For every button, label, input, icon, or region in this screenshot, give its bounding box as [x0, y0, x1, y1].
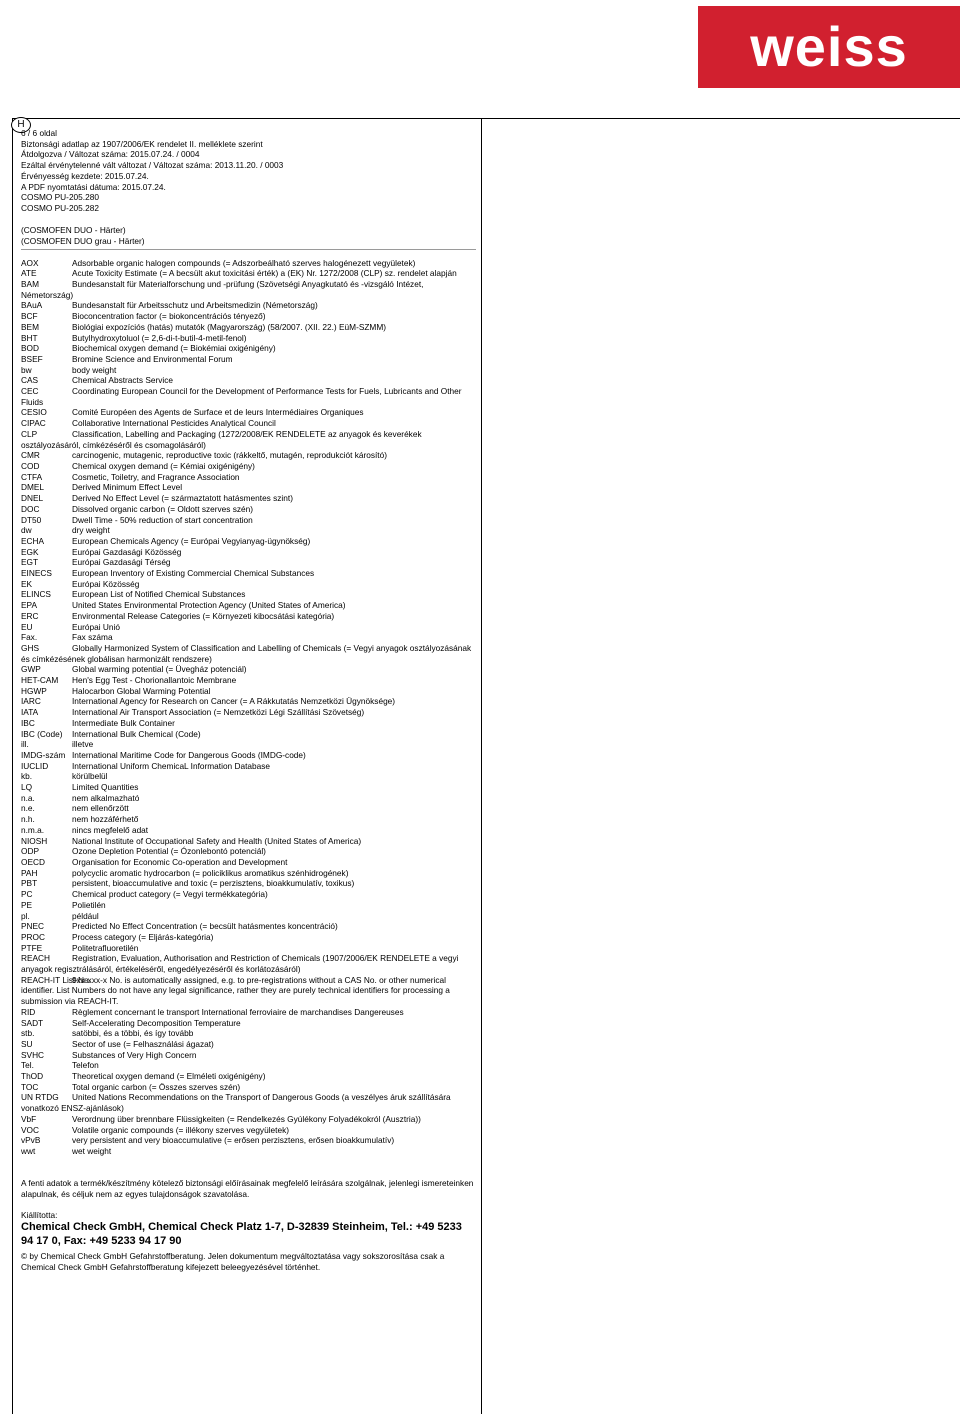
abbreviation-definition: Hen's Egg Test - Chorionallantoic Membrane	[72, 675, 237, 686]
abbreviation-definition: Classification, Labelling and Packaging (1272/2008/EK RENDELETE az anyagok és keverékek osztályozásáról, címkézéséről és csomagolásáról)	[21, 428, 422, 450]
abbreviation-code: REACH-IT List-No.	[21, 974, 91, 985]
abbreviation-definition: Comité Européen des Agents de Surface et de leurs Intermédiaires Organiques	[72, 407, 364, 418]
abbreviation-list	[21, 258, 476, 1157]
regulation-line: Biztonsági adatlap az 1907/2006/EK rendelet II. melléklete szerint	[21, 138, 263, 149]
abbreviation-code: OECD	[21, 857, 45, 867]
abbreviation-entry	[21, 1114, 476, 1125]
abbreviation-code: VOC	[21, 1124, 39, 1135]
abbreviation-code: stb.	[21, 1028, 35, 1039]
abbreviation-entry	[21, 1146, 476, 1157]
abbreviation-entry	[21, 450, 476, 461]
abbreviation-code: n.a.	[21, 792, 35, 803]
abbreviation-entry	[21, 268, 476, 279]
document-content	[21, 128, 476, 1273]
abbreviation-code: IMDG-szám	[21, 749, 66, 760]
abbreviation-entry	[21, 386, 476, 407]
product-divider	[21, 249, 476, 250]
abbreviation-entry	[21, 300, 476, 311]
abbreviation-definition: Európai Gazdasági Térség	[72, 557, 171, 568]
abbreviation-code: IARC	[21, 696, 41, 707]
abbreviation-code: PAH	[21, 867, 38, 878]
abbreviation-code: vPvB	[21, 1135, 41, 1146]
abbreviation-entry	[21, 782, 476, 793]
abbreviation-code: EINECS	[21, 568, 52, 579]
abbreviation-entry	[21, 525, 476, 536]
abbreviation-code: CESIO	[21, 407, 47, 418]
abbreviation-entry	[21, 322, 476, 333]
abbreviation-definition: Adsorbable organic halogen compounds (= Adszorbeálható szerves halogénezett vegyületek)	[72, 257, 416, 268]
abbreviation-code: BCF	[21, 311, 38, 322]
abbreviation-entry	[21, 836, 476, 847]
abbreviation-definition: Total organic carbon (= Összes szerves szén)	[72, 1081, 241, 1092]
abbreviation-definition: nem ellenőrzött	[72, 803, 129, 814]
abbreviation-code: BSEF	[21, 353, 43, 364]
abbreviation-definition: Telefon	[72, 1060, 99, 1071]
abbreviation-definition: Règlement concernant le transport International ferroviaire de marchandises Dangereuses	[72, 1006, 404, 1017]
abbreviation-entry	[21, 878, 476, 889]
abbreviation-entry	[21, 707, 476, 718]
abbreviation-definition: polycyclic aromatic hydrocarbon (= policiklikus aromatikus szénhidrogének)	[72, 867, 349, 878]
abbreviation-definition: például	[72, 910, 99, 921]
abbreviation-definition: körülbelül	[72, 771, 108, 782]
abbreviation-entry	[21, 1092, 476, 1113]
abbreviation-definition: Registration, Evaluation, Authorisation and Restriction of Chemicals (1907/2006/EK RENDELETE a vegyi anyagok regisztrálásáról, értékeléséről, engedélyezéséről és korlátozásáról)	[21, 953, 459, 975]
abbreviation-code: IATA	[21, 707, 39, 718]
product-name-1: (COSMOFEN DUO - Härter)	[21, 224, 126, 235]
abbreviation-code: Fax.	[21, 632, 38, 643]
issuer-contact: Chemical Check GmbH, Chemical Check Platz 1-7, D-32839 Steinheim, Tel.: +49 5233 94 17 0, Fax: +49 5233 94 17 90	[21, 1221, 462, 1248]
logo-text: weiss	[750, 15, 908, 78]
abbreviation-entry	[21, 622, 476, 633]
abbreviation-entry	[21, 911, 476, 922]
abbreviation-definition: dry weight	[72, 525, 110, 536]
abbreviation-definition: nem alkalmazható	[72, 792, 140, 803]
abbreviation-entry	[21, 718, 476, 729]
abbreviation-entry	[21, 258, 476, 269]
abbreviation-entry	[21, 461, 476, 472]
abbreviation-definition: Butylhydroxytoluol (= 2,6-di-t-butil-4-metil-fenol)	[72, 332, 247, 343]
abbreviation-entry	[21, 482, 476, 493]
abbreviation-definition: Dissolved organic carbon (= Oldott szerves szén)	[72, 503, 253, 514]
abbreviation-code: DT50	[21, 514, 42, 525]
abbreviation-code: ThOD	[21, 1071, 44, 1082]
abbreviation-definition: United States Environmental Protection Agency (United States of America)	[72, 600, 346, 611]
abbreviation-definition: Intermediate Bulk Container	[72, 717, 175, 728]
abbreviation-entry	[21, 375, 476, 386]
abbreviation-code: IUCLID	[21, 760, 49, 771]
abbreviation-definition: Biológiai expozíciós (hatás) mutatók (Magyarország) (58/2007. (XII. 22.) EüM-SZMM)	[72, 321, 387, 332]
product-names	[21, 225, 476, 247]
abbreviation-entry	[21, 1135, 476, 1146]
abbreviation-code: NIOSH	[21, 835, 48, 846]
abbreviation-entry	[21, 953, 476, 974]
abbreviation-entry	[21, 1082, 476, 1093]
abbreviation-definition: Acute Toxicity Estimate (= A becsült akut toxicitási érték) a (EK) Nr. 1272/2008 (CLP) sz. rendelet alapján	[72, 268, 457, 279]
abbreviation-entry	[21, 825, 476, 836]
abbreviation-entry	[21, 803, 476, 814]
abbreviation-entry	[21, 557, 476, 568]
abbreviation-code: IBC (Code)	[21, 728, 63, 739]
abbreviation-code: IBC	[21, 717, 35, 728]
abbreviation-entry	[21, 643, 476, 664]
abbreviation-entry	[21, 1018, 476, 1029]
abbreviation-code: kb.	[21, 771, 33, 782]
abbreviation-code: HGWP	[21, 685, 47, 696]
abbreviation-definition: Limited Quantities	[72, 782, 139, 793]
abbreviation-code: CTFA	[21, 471, 43, 482]
abbreviation-definition: nincs megfelelő adat	[72, 824, 149, 835]
abbreviation-definition: Európai Gazdasági Közösség	[72, 546, 182, 557]
abbreviation-code: DOC	[21, 503, 40, 514]
abbreviation-code: SU	[21, 1038, 33, 1049]
abbreviation-entry	[21, 932, 476, 943]
abbreviation-code: PE	[21, 899, 33, 910]
abbreviation-code: HET-CAM	[21, 675, 59, 686]
abbreviation-entry	[21, 857, 476, 868]
abbreviation-code: VbF	[21, 1113, 37, 1124]
abbreviation-entry	[21, 472, 476, 483]
abbreviation-entry	[21, 943, 476, 954]
abbreviation-code: SVHC	[21, 1049, 45, 1060]
abbreviation-definition: Biochemical oxygen demand (= Biokémiai oxigénigény)	[72, 343, 276, 354]
abbreviation-code: PC	[21, 889, 33, 900]
abbreviation-code: GHS	[21, 642, 39, 653]
abbreviation-entry	[21, 846, 476, 857]
abbreviation-entry	[21, 632, 476, 643]
abbreviation-definition: European List of Notified Chemical Substances	[72, 589, 246, 600]
abbreviation-entry	[21, 696, 476, 707]
abbreviation-code: dw	[21, 525, 32, 536]
abbreviation-definition: International Air Transport Association (= Nemzetközi Légi Szállítási Szövetség)	[72, 707, 365, 718]
abbreviation-definition: body weight	[72, 364, 117, 375]
abbreviation-entry	[21, 900, 476, 911]
revision-line: Átdolgozva / Változat száma: 2015.07.24. / 0004	[21, 149, 200, 160]
abbreviation-entry	[21, 579, 476, 590]
abbreviation-definition: International Agency for Research on Cancer (= A Rákkutatás Nemzetközi Ügynöksége)	[72, 696, 396, 707]
abbreviation-entry	[21, 975, 476, 1007]
abbreviation-definition: Process category (= Eljárás-kategória)	[72, 931, 214, 942]
language-badge: H	[11, 117, 31, 133]
abbreviation-entry	[21, 729, 476, 740]
abbreviation-definition: Self-Accelerating Decomposition Temperature	[72, 1017, 241, 1028]
abbreviation-definition: Európai Közösség	[72, 578, 140, 589]
abbreviation-code: n.e.	[21, 803, 35, 814]
abbreviation-definition: Coordinating European Council for the Development of Performance Tests for Fuels, Lubricants and Other Fluids	[21, 386, 462, 407]
abbreviation-definition: satöbbi, és a többi, és így tovább	[72, 1028, 194, 1039]
abbreviation-definition: Fax száma	[72, 632, 113, 643]
abbreviation-code: ELINCS	[21, 589, 51, 600]
abbreviation-definition: Bundesanstalt für Materialforschung und -prüfung (Szövetségi Anyagkutató és -vizsgáló Intézet, Németország)	[21, 279, 424, 300]
abbreviation-entry	[21, 611, 476, 622]
abbreviation-definition: Environmental Release Categories (= Környezeti kibocsátási kategória)	[72, 610, 335, 621]
abbreviation-code: CIPAC	[21, 418, 46, 429]
abbreviation-entry	[21, 429, 476, 450]
abbreviation-code: EPA	[21, 600, 37, 611]
abbreviation-definition: wet weight	[72, 1145, 112, 1156]
abbreviation-code: GWP	[21, 664, 41, 675]
abbreviation-code: ODP	[21, 846, 39, 857]
abbreviation-entry	[21, 868, 476, 879]
abbreviation-entry	[21, 589, 476, 600]
abbreviation-entry	[21, 1060, 476, 1071]
abbreviation-entry	[21, 418, 476, 429]
abbreviation-entry	[21, 407, 476, 418]
abbreviation-definition: Cosmetic, Toiletry, and Fragrance Association	[72, 471, 240, 482]
abbreviation-entry	[21, 515, 476, 526]
abbreviation-definition: Collaborative International Pesticides Analytical Council	[72, 418, 276, 429]
abbreviation-entry	[21, 921, 476, 932]
abbreviation-definition: Politetrafluoretilén	[72, 942, 139, 953]
abbreviation-code: pl.	[21, 910, 30, 921]
abbreviation-definition: carcinogenic, mutagenic, reproductive toxic (rákkeltő, mutagén, reprodukciót károsító)	[72, 450, 387, 461]
page-frame-column-divider	[481, 118, 482, 1414]
abbreviation-definition: Chemical product category (= Vegyi termékkategória)	[72, 889, 268, 900]
abbreviation-definition: very persistent and very bioaccumulative (= erősen perzisztens, erősen bioakkumulatív)	[72, 1135, 395, 1146]
abbreviation-definition: Chemical Abstracts Service	[72, 375, 173, 386]
abbreviation-entry	[21, 889, 476, 900]
abbreviation-entry	[21, 750, 476, 761]
abbreviation-entry	[21, 343, 476, 354]
abbreviation-code: EGK	[21, 546, 39, 557]
abbreviation-entry	[21, 354, 476, 365]
abbreviation-code: bw	[21, 364, 32, 375]
abbreviation-definition: illetve	[72, 739, 94, 750]
issued-by-label: Kiállította:	[21, 1209, 58, 1220]
abbreviation-definition: International Maritime Code for Dangerous Goods (IMDG-code)	[72, 749, 306, 760]
abbreviation-code: PTFE	[21, 942, 43, 953]
product-name-2: (COSMOFEN DUO grau - Härter)	[21, 235, 145, 246]
abbreviation-definition: Globally Harmonized System of Classification and Labelling of Chemicals (= Vegyi anyagok osztályozásának és címkézésének globálisan harmonizált rendszere)	[21, 642, 472, 664]
page-number: 6 / 6 oldal	[21, 128, 57, 138]
abbreviation-definition: Predicted No Effect Concentration (= becsült hatásmentes koncentráció)	[72, 921, 338, 932]
abbreviation-entry	[21, 1125, 476, 1136]
abbreviation-definition: European Chemicals Agency (= Európai Vegyianyag-ügynökség)	[72, 535, 311, 546]
replaces-line: Ezáltal érvénytelenné vált változat / Változat száma: 2013.11.20. / 0003	[21, 160, 284, 171]
abbreviation-definition: International Uniform ChemicaL Information Database	[72, 760, 270, 771]
abbreviation-code: BEM	[21, 321, 39, 332]
abbreviation-definition: Bioconcentration factor (= biokoncentrációs tényező)	[72, 311, 266, 322]
weiss-logo	[698, 6, 960, 88]
abbreviation-entry	[21, 1007, 476, 1018]
abbreviation-definition: Verordnung über brennbare Flüssigkeiten (= Rendelkezés Gyúlékony Folyadékokról (Ausztria))	[72, 1113, 421, 1124]
disclaimer: A fenti adatok a termék/készítmény kötelező biztonsági előírásainak megfelelő leírására szolgálnak, jelenlegi ismereteinken alapulnak, és céljuk nem az egyes tulajdonságok szavatolása.	[21, 1177, 474, 1199]
abbreviation-entry	[21, 365, 476, 376]
abbreviation-code: PBT	[21, 878, 38, 889]
abbreviation-entry	[21, 793, 476, 804]
abbreviation-code: LQ	[21, 782, 33, 793]
abbreviation-code: EGT	[21, 557, 39, 568]
abbreviation-definition: Bromine Science and Environmental Forum	[72, 353, 233, 364]
abbreviation-code: ill.	[21, 739, 29, 750]
abbreviation-code: COD	[21, 460, 40, 471]
abbreviation-definition: Substances of Very High Concern	[72, 1049, 197, 1060]
abbreviation-entry	[21, 536, 476, 547]
abbreviation-definition: Volatile organic compounds (= illékony szerves vegyületek)	[72, 1124, 289, 1135]
abbreviation-code: BAM	[21, 279, 39, 290]
abbreviation-entry	[21, 739, 476, 750]
abbreviation-code: wwt	[21, 1145, 36, 1156]
abbreviation-entry	[21, 547, 476, 558]
pdf-print-date-line: A PDF nyomtatási dátuma: 2015.07.24.	[21, 181, 166, 192]
abbreviation-definition: Sector of use (= Felhasználási ágazat)	[72, 1038, 214, 1049]
page-frame-top-rule	[12, 118, 960, 119]
abbreviation-definition: United Nations Recommendations on the Transport of Dangerous Goods (a veszélyes áruk szállítására vonatkozó ENSZ-ajánlások)	[21, 1092, 451, 1114]
abbreviation-definition: Európai Unió	[72, 621, 120, 632]
abbreviation-code: BHT	[21, 332, 38, 343]
abbreviation-entry	[21, 600, 476, 611]
abbreviation-code: n.m.a.	[21, 824, 45, 835]
abbreviation-definition: National Institute of Occupational Safety and Health (United States of America)	[72, 835, 362, 846]
abbreviation-code: PNEC	[21, 921, 45, 932]
copyright-notice: © by Chemical Check GmbH Gefahrstoffberatung. Jelen dokumentum megváltoztatása vagy sokszorosítása csak a Chemical Check GmbH Gefahrstoffberatung kifejezett beleegyezésével történhet.	[21, 1251, 445, 1273]
abbreviation-entry	[21, 333, 476, 344]
abbreviation-entry	[21, 504, 476, 515]
abbreviation-code: EK	[21, 578, 33, 589]
abbreviation-definition: persistent, bioaccumulative and toxic (= perzisztens, bioakkumulatív, toxikus)	[72, 878, 355, 889]
abbreviation-code: ECHA	[21, 535, 45, 546]
abbreviation-code: DMEL	[21, 482, 45, 493]
abbreviation-code: UN RTDG	[21, 1092, 59, 1103]
abbreviation-entry	[21, 814, 476, 825]
abbreviation-code: PROC	[21, 931, 45, 942]
abbreviation-code: Tel.	[21, 1060, 34, 1071]
abbreviation-entry	[21, 664, 476, 675]
product-code-2: COSMO PU-205.282	[21, 202, 99, 213]
abbreviation-entry	[21, 771, 476, 782]
abbreviation-code: CLP	[21, 428, 38, 439]
product-code-1: COSMO PU-205.280	[21, 192, 99, 203]
abbreviation-code: ATE	[21, 268, 37, 279]
abbreviation-entry	[21, 568, 476, 579]
abbreviation-entry	[21, 311, 476, 322]
sds-header	[21, 128, 476, 214]
abbreviation-code: BOD	[21, 343, 39, 354]
abbreviation-code: n.h.	[21, 814, 35, 825]
abbreviation-entry	[21, 493, 476, 504]
abbreviation-code: RID	[21, 1006, 36, 1017]
abbreviation-entry	[21, 686, 476, 697]
abbreviation-definition: Derived Minimum Effect Level	[72, 482, 183, 493]
abbreviation-definition: Dwell Time - 50% reduction of start concentration	[72, 514, 253, 525]
page-frame-left-rule	[12, 118, 13, 1414]
abbreviation-entry	[21, 1050, 476, 1061]
abbreviation-definition: Derived No Effect Level (= származtatott hatásmentes szint)	[72, 493, 293, 504]
abbreviation-code: ERC	[21, 610, 39, 621]
abbreviation-definition: nem hozzáférhető	[72, 814, 139, 825]
abbreviation-entry	[21, 1028, 476, 1039]
abbreviation-code: CEC	[21, 386, 39, 397]
abbreviation-code: CMR	[21, 450, 40, 461]
abbreviation-code: AOX	[21, 257, 39, 268]
abbreviation-code: CAS	[21, 375, 39, 386]
abbreviation-code: DNEL	[21, 493, 44, 504]
abbreviation-definition: Global warming potential (= Üvegház potenciál)	[72, 664, 247, 675]
abbreviation-definition: Bundesanstalt für Arbeitsschutz und Arbeitsmedizin (Németország)	[72, 300, 318, 311]
abbreviation-entry	[21, 1071, 476, 1082]
abbreviation-code: EU	[21, 621, 33, 632]
abbreviation-definition: Organisation for Economic Co-operation and Development	[72, 857, 288, 867]
abbreviation-definition: Chemical oxygen demand (= Kémiai oxigénigény)	[72, 460, 255, 471]
abbreviation-definition: Theoretical oxygen demand (= Elméleti oxigénigény)	[72, 1071, 266, 1082]
abbreviation-code: REACH	[21, 953, 51, 964]
abbreviation-entry	[21, 761, 476, 772]
abbreviation-entry	[21, 1039, 476, 1050]
abbreviation-entry	[21, 279, 476, 300]
abbreviation-entry	[21, 675, 476, 686]
abbreviation-definition: Ozone Depletion Potential (= Ózonlebontó potenciál)	[72, 846, 266, 857]
abbreviation-definition: Halocarbon Global Warming Potential	[72, 685, 211, 696]
abbreviation-definition: International Bulk Chemical (Code)	[72, 728, 201, 739]
abbreviation-definition: Polietilén	[72, 899, 106, 910]
abbreviation-code: SADT	[21, 1017, 44, 1028]
abbreviation-code: BAuA	[21, 300, 43, 311]
abbreviation-code: TOC	[21, 1081, 39, 1092]
abbreviation-definition: European Inventory of Existing Commercial Chemical Substances	[72, 568, 315, 579]
valid-from-line: Érvényesség kezdete: 2015.07.24.	[21, 170, 149, 181]
abbreviation-definition: 9xx-xxx-x No. is automatically assigned, e.g. to pre-registrations without a CAS No. or other numerical identifier. List Numbers do not have any legal significance, rather they are purely technical identifiers for processing a submission via REACH-IT.	[21, 974, 450, 1007]
